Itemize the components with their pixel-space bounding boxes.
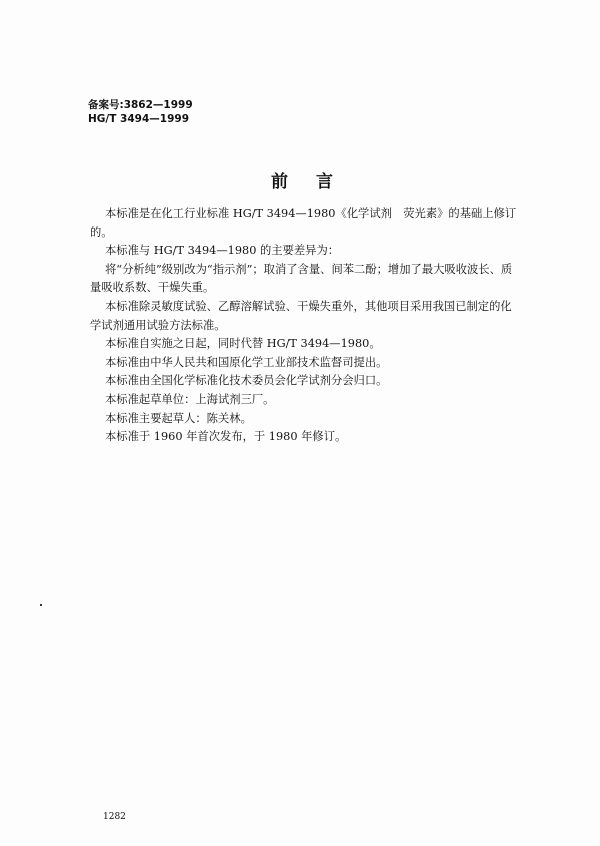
paragraph: 将“分析纯”级别改为“指示剂”；取消了含量、间苯二酚；增加了最大吸收波长、质量吸收系数、干燥失重。 (90, 262, 513, 295)
paragraph: 本标准由中华人民共和国原化学工业部技术监督司提出。 (105, 355, 388, 369)
paragraph: 本标准由全国化学标准化技术委员会化学试剂分会归口。 (105, 374, 388, 388)
page-number: 1282 (103, 812, 126, 822)
scan-speck (40, 604, 42, 606)
paragraph: 本标准于 1960 年首次发布，于 1980 年修订。 (105, 430, 347, 444)
paragraph: 本标准是在化工行业标准 HG/T 3494—1980《化学试剂 荧光素》的基础上修订的。 (90, 207, 517, 239)
paragraph: 本标准主要起草人：陈关林。 (105, 411, 252, 425)
standard-number: HG/T 3494—1999 (88, 113, 190, 125)
paragraph: 本标准自实施之日起，同时代替 HG/T 3494—1980。 (105, 337, 381, 351)
paragraph: 本标准起草单位：上海试剂三厂。 (105, 392, 275, 406)
page-title: 前言 (271, 172, 361, 192)
paragraph: 本标准与 HG/T 3494—1980 的主要差异为： (105, 244, 340, 258)
foreword-body (90, 205, 520, 447)
record-number: 备案号:3862—1999 (88, 99, 193, 111)
paragraph: 本标准除灵敏度试验、乙醇溶解试验、干燥失重外，其他项目采用我国已制定的化学试剂通用试验方法标准。 (90, 299, 512, 332)
